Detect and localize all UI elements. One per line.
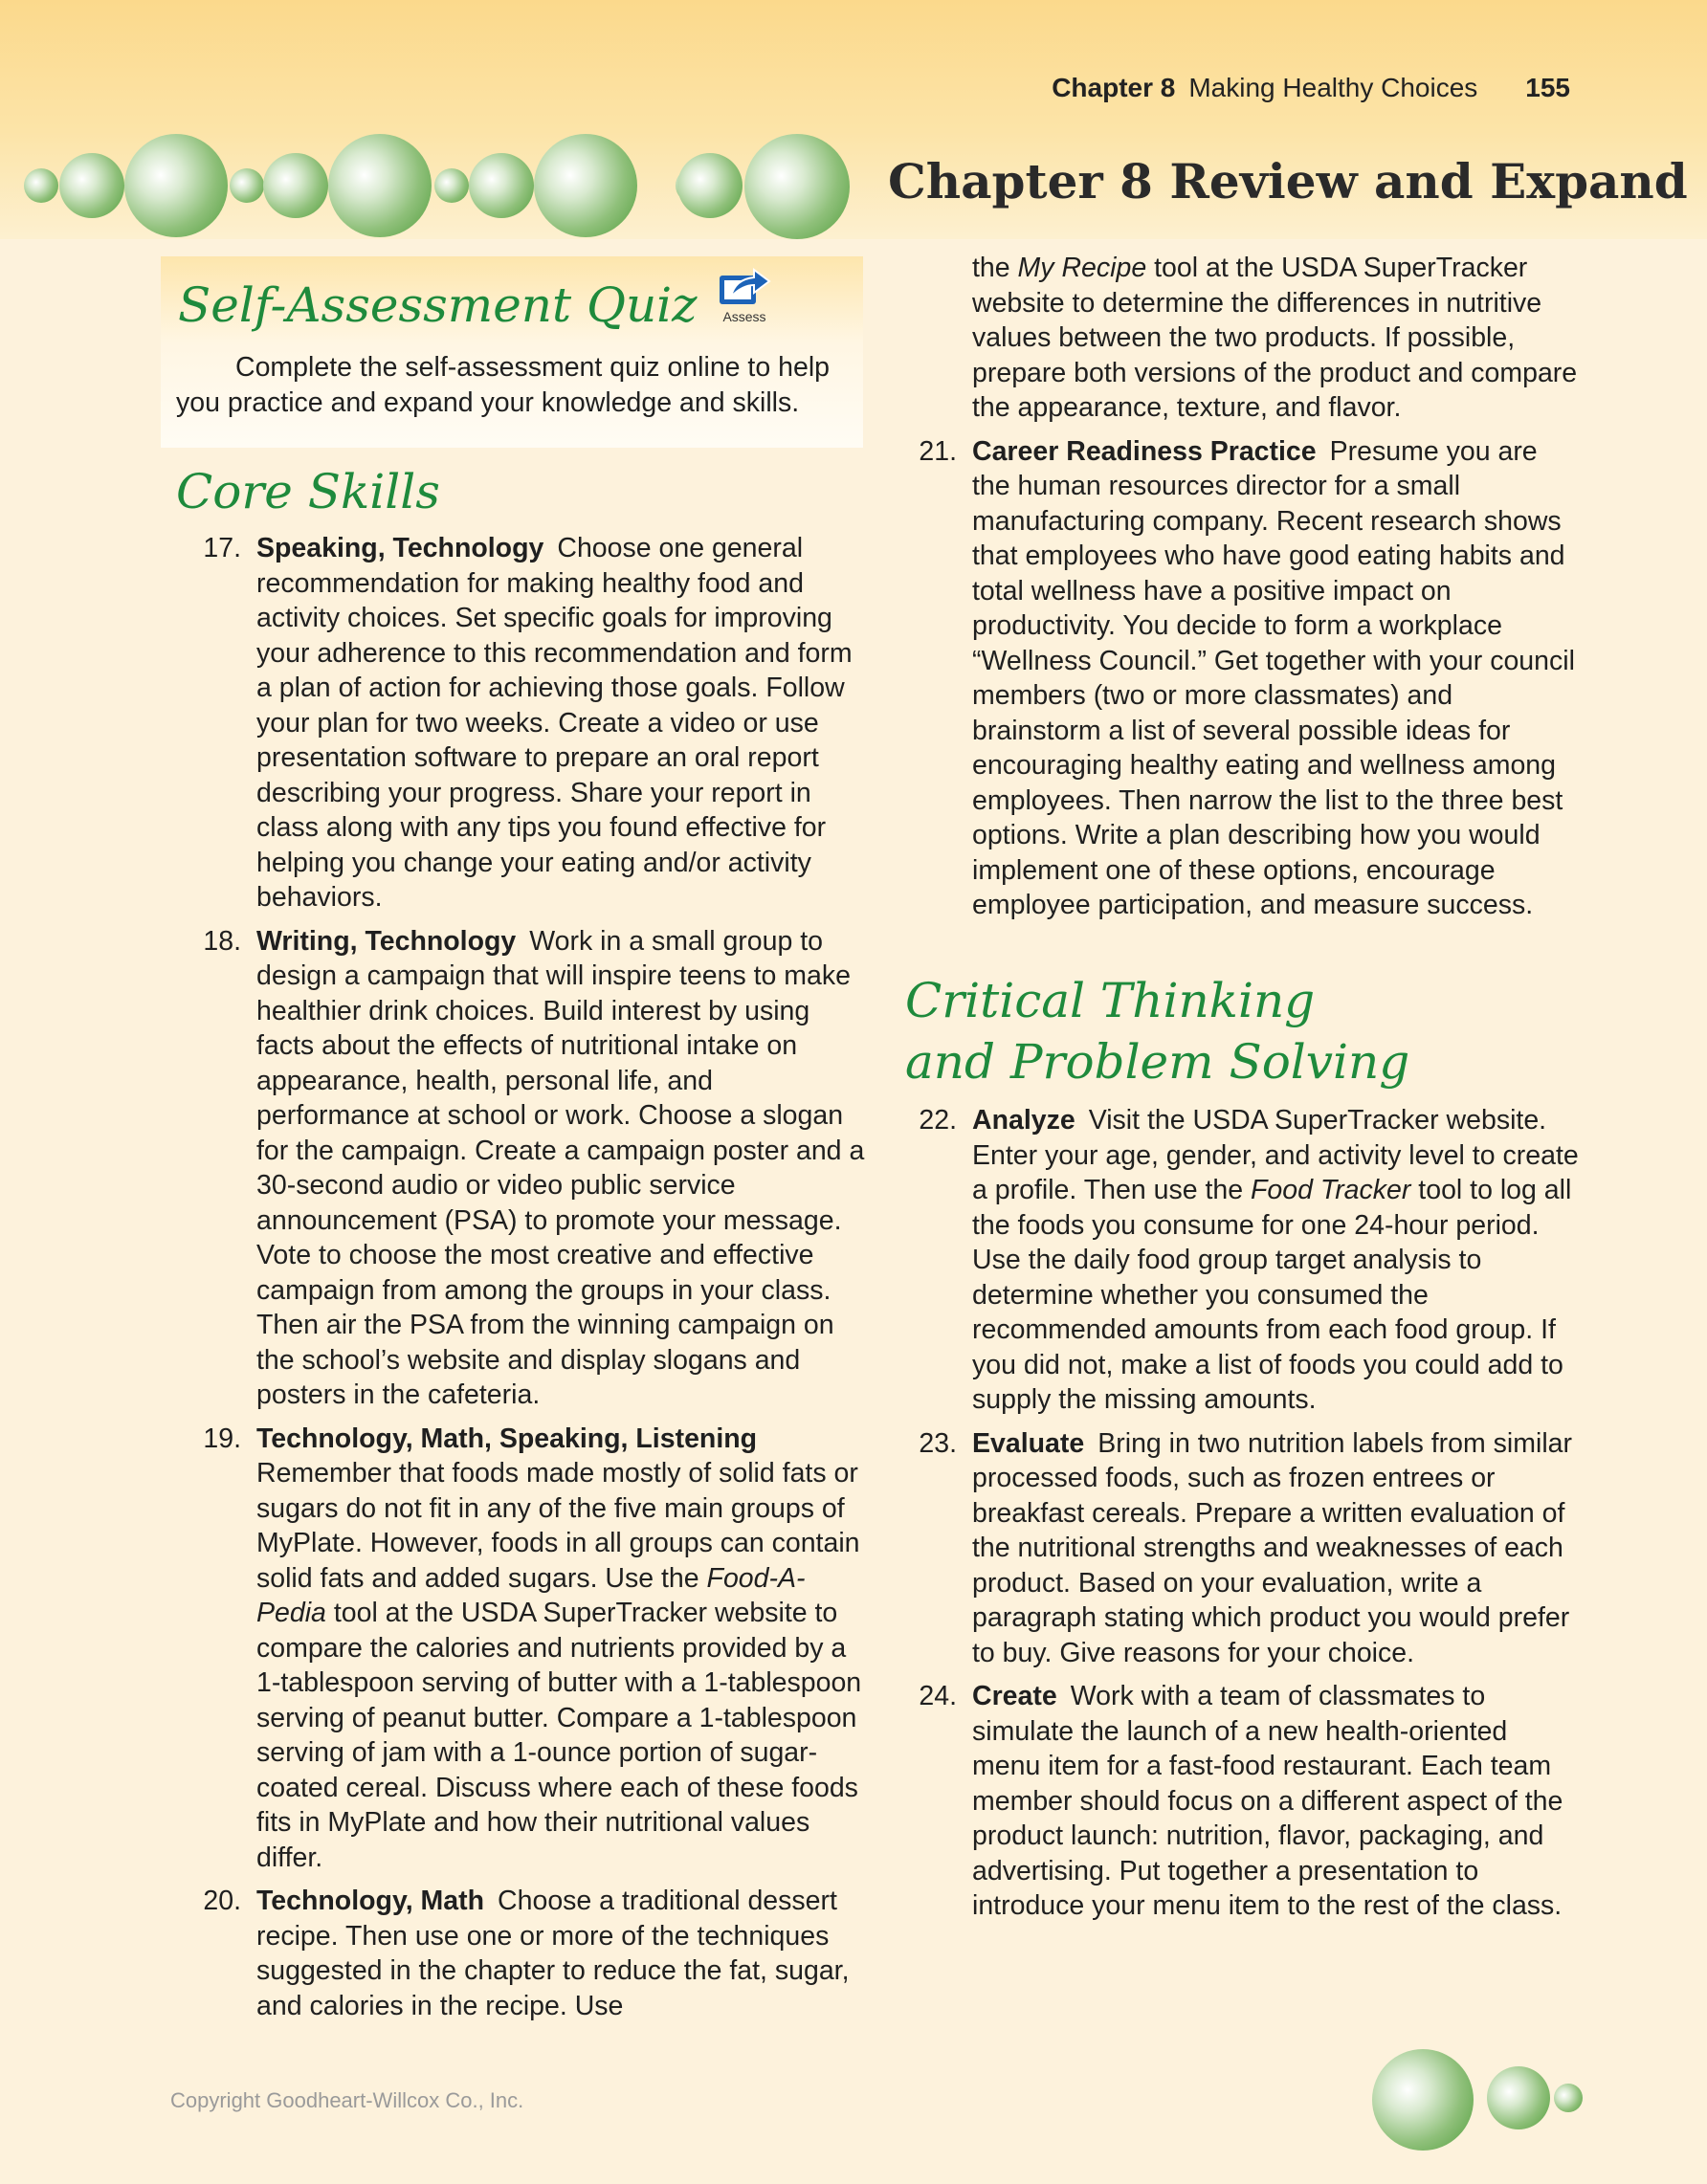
decor-circle-icon [677, 153, 743, 218]
question-text: Presume you are the human resources director for a small manufacturing company. Recent research shows that employees who have good eating habits and total wellness have a positive impact on productivity. You decide to form a workplace “Wellness Council.” Get together with your council members (two or more classmates) and brainstorm a list of several possible ideas for encouraging healthy eating and wellness among employees. Then narrow the list to the three best options. Write a plan describing how you would implement one of these options, encourage employee participation, and measure success. [972, 435, 1575, 920]
question-lead: Analyze [972, 1105, 1075, 1136]
question-lead: Writing, Technology [256, 925, 517, 957]
question-19 [176, 1422, 865, 1876]
question-text: Choose a traditional dessert recipe. Then use one or more of the techniques suggested in the chapter to reduce the fat, sugar, and calories in the recipe. Use [256, 1886, 850, 2021]
question-number: 17. [203, 533, 241, 563]
decor-circle-icon [59, 153, 124, 218]
question-21 [892, 434, 1581, 923]
question-20-continued [892, 251, 1581, 426]
assess-arrow-icon [714, 262, 775, 308]
question-text: tool at the USDA SuperTracker website to compare the calories and nutrients provided by a 1-tablespoon serving of butter with a 1-tablespoon serving of peanut butter. Compare a 1-tablespoon serving of jam with a 1-ounce portion of sugar-coated cereal. Discuss where each of these foods fits in MyPlate and how their nutritional values differ. [256, 1598, 862, 1873]
question-lead: Create [972, 1681, 1057, 1711]
question-text: tool to log all the foods you consume for one 24-hour period. Use the daily food group target analysis to determine whether you consumed the recommended amounts from each food group. If you did not, make a list of foods you could add to supply the missing amounts. [972, 1175, 1572, 1415]
decor-circle-icon [434, 168, 469, 203]
decor-circle-icon [124, 134, 228, 237]
page-number: 155 [1525, 73, 1570, 102]
question-lead: Career Readiness Practice [972, 435, 1317, 467]
critical-thinking-heading [905, 970, 1409, 1092]
decor-circle-icon [534, 134, 637, 237]
question-lead: Technology, Math, Speaking, Listening [256, 1423, 758, 1454]
question-text: Bring in two nutrition labels from similar processed foods, such as frozen entrees or breakfast cereals. Prepare a written evaluation of the nutritional strengths and weaknesses of each product. Based on your evaluation, write a paragraph stating which product you would prefer to buy. Give reasons for your choice. [972, 1427, 1572, 1668]
copyright: Copyright Goodheart-Willcox Co., Inc. [170, 2088, 524, 2112]
footer-circle-icon [1372, 2049, 1474, 2151]
question-text: the [972, 253, 1010, 283]
question-lead: Evaluate [972, 1427, 1085, 1459]
decorative-circles [0, 124, 861, 249]
question-23 [892, 1426, 1581, 1671]
question-number: 23. [919, 1427, 957, 1459]
question-number: 21. [919, 435, 957, 467]
decor-circle-icon [230, 168, 264, 203]
question-number: 18. [203, 925, 241, 957]
question-text: Choose one general recommendation for making healthy food and activity choices. Set specific goals for improving your adherence to this recommendation and form a plan of action for achieving those goals. Follow your plan for two weeks. Create a video or use presentation software to prepare an oral report describing your progress. Share your report in class along with any tips you found effective for helping you change your eating and/or activity behaviors. [256, 533, 853, 913]
question-20 [176, 1884, 865, 2023]
question-number: 22. [919, 1105, 957, 1136]
footer-circle-icon [1487, 2066, 1550, 2129]
header-chapter-title: Making Healthy Choices [1188, 73, 1478, 102]
right-column [892, 251, 1581, 923]
decor-circle-icon [24, 168, 58, 203]
question-text: Work in a small group to design a campaign that will inspire teens to make healthier drink choices. Build interest by using facts about the effects of nutritional intake on appearance, health, personal life, and performance at school or work. Choose a slogan for the campaign. Create a campaign poster and a 30-second audio or video public service announcement (PSA) to promote your message. Vote to choose the most creative and effective campaign from among the groups in your class. Then air the PSA from the winning campaign on the school’s website and display slogans and posters in the cafeteria. [256, 925, 865, 1410]
quiz-text: Complete the self-assessment quiz online to help you practice and expand your knowledge and skills. [176, 352, 831, 418]
core-skills-heading: Core Skills [176, 464, 440, 519]
running-header [1052, 73, 1570, 103]
question-text: tool at the USDA SuperTracker website to determine the differences in nutritive values between the two products. If possible, prepare both versions of the product and compare the appearance, texture, and flavor. [972, 253, 1578, 423]
question-text: Work with a team of classmates to simulate the launch of a new health-oriented menu item for a fast-food restaurant. Each team member should focus on a different aspect of the product launch: nutrition, flavor, packaging, and advertising. Put together a presentation to introduce your menu item to the rest of the class. [972, 1681, 1563, 1921]
tool-name: Food Tracker [1251, 1175, 1411, 1205]
page-title: Chapter 8 Review and Expand [888, 153, 1688, 210]
question-number: 19. [203, 1423, 241, 1454]
heading-line-2: and Problem Solving [905, 1034, 1410, 1090]
assess-label: Assess [722, 309, 766, 324]
left-column [176, 531, 865, 2023]
question-24 [892, 1679, 1581, 1924]
question-22 [892, 1103, 1581, 1418]
decor-circle-icon [469, 153, 534, 218]
footer-circle-icon [1554, 2084, 1583, 2112]
heading-line-1: Critical Thinking [905, 973, 1316, 1028]
critical-thinking-list [892, 1103, 1581, 1924]
quiz-title: Self-Assessment Quiz [178, 277, 698, 333]
decor-circle-icon [328, 134, 432, 237]
question-lead: Speaking, Technology [256, 533, 544, 563]
question-number: 20. [203, 1886, 241, 1916]
tool-name: My Recipe [1017, 253, 1147, 283]
assess-icon[interactable] [714, 262, 775, 329]
header-chapter: Chapter 8 [1052, 73, 1176, 102]
question-text: Visit the USDA SuperTracker website. Enter your age, gender, and activity level to create a profile. Then use the [972, 1105, 1579, 1205]
decor-circle-icon [263, 153, 328, 218]
tool-name: Food-A-Pedia [256, 1562, 806, 1628]
self-assessment-box [161, 256, 863, 448]
question-lead: Technology, Math [256, 1886, 485, 1916]
question-number: 24. [919, 1681, 957, 1711]
question-17 [176, 531, 865, 916]
question-18 [176, 924, 865, 1413]
question-text: Remember that foods made mostly of solid fats or sugars do not fit in any of the five main groups of MyPlate. However, foods in all groups can contain solid fats and added sugars. Use the [256, 1458, 860, 1594]
decor-circle-icon [744, 134, 850, 239]
